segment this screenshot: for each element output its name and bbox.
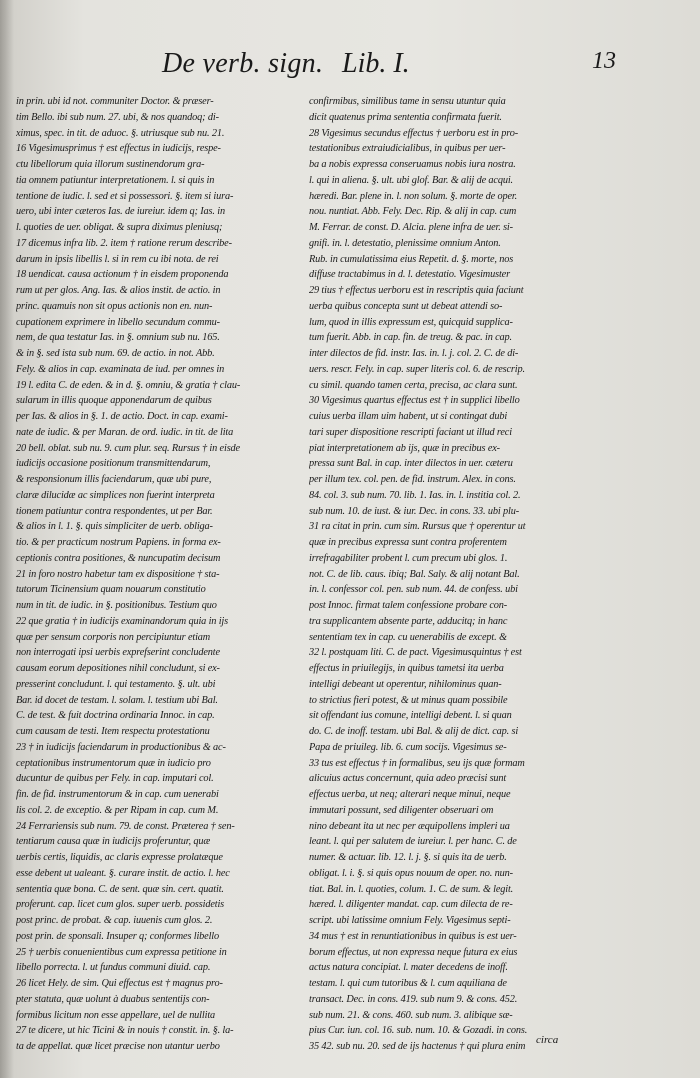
text-line: C. de test. & fuit doctrina ordinaria Innoc. in cap. bbox=[16, 710, 215, 722]
text-line: tiat. Bal. in. l. quoties, colum. 1. C. de sum. & legit. bbox=[309, 883, 514, 895]
text-line: transact. Dec. in cons. 419. sub num 9. & cons. 452. bbox=[309, 993, 518, 1005]
text-line: l. quoties de uer. obligat. & supra diximus pleniusq; bbox=[16, 222, 223, 233]
text-line: 22 que gratia † in iudicijs examinandorum quia in ijs bbox=[16, 615, 228, 627]
text-line: ta de appellat. quæ licet præcise non utantur uerbo bbox=[16, 1041, 220, 1052]
text-line: borum effectus, ut non expressa neque futura ex eius bbox=[309, 946, 518, 958]
text-line: leant. l. qui per salutem de iureiur. l. per hanc. C. de bbox=[309, 836, 517, 848]
text-line: 27 te dicere, ut hic Ticini & in nouis † constit. in. §. la- bbox=[16, 1025, 234, 1037]
text-line: 33 tus est effectus † in formalibus, seu ijs quæ formam bbox=[309, 757, 525, 769]
text-line: per illum tex. col. pen. de fid. instrum. Alex. in cons. bbox=[309, 474, 516, 485]
text-line: & alios in l. 1. §. quis simpliciter de uerb. obliga- bbox=[16, 521, 213, 533]
text-line: num in tit. de iudic. in §. positionibus. Testium quo bbox=[16, 600, 217, 611]
text-line: sub num. 10. de iust. & iur. Dec. in cons. 33. ubi plu- bbox=[309, 505, 519, 517]
text-line: in. l. confessor col. pen. sub num. 44. de confess. ubi bbox=[309, 584, 518, 596]
text-line: quæ in precibus expressa sunt contra proferentem bbox=[309, 537, 507, 548]
text-line: 26 licet Hely. de sim. Qui effectus est † magnus pro- bbox=[16, 978, 223, 989]
text-line: do. C. de inoff. testam. ubi Bal. & alij de dict. cap. si bbox=[309, 726, 519, 737]
text-line: hæred. l. diligenter mandat. cap. cum dilecta de re- bbox=[309, 899, 513, 911]
text-line: claræ dilucidæ ac simplices non fuerint interpreta bbox=[16, 489, 215, 501]
text-line: 16 Vigesimusprimus † est effectus in iudicijs, respe- bbox=[16, 143, 221, 155]
text-line: immutari possunt, sed diligenter obseruari om bbox=[309, 804, 494, 816]
book-label: Lib. I. bbox=[342, 48, 410, 79]
text-line: uerbis certis, liquidis, ac claris expresse prolatæque bbox=[16, 852, 223, 863]
text-line: formibus licitum non esse appellare, uel de nullita bbox=[16, 1009, 216, 1021]
text-line: tentione de iudic. l. sed et si possessori. §. item si iura- bbox=[16, 190, 234, 202]
text-line: numer. & actuar. lib. 12. l. j. §. si quis ita de uerb. bbox=[309, 852, 507, 863]
text-line: tum fuerit. Abb. in cap. fin. de treug. & pac. in cap. bbox=[309, 332, 512, 344]
text-line: 29 tius † effectus uerboru est in rescriptis quia faciunt bbox=[309, 285, 524, 296]
text-line: ceptationibus instrumentorum quæ in iudicio pro bbox=[16, 757, 211, 769]
text-line: nino debeant ita ut nec per æquipollens impleri ua bbox=[309, 820, 510, 832]
text-line: sub num. 21. & cons. 460. sub num. 3. alibique sæ- bbox=[309, 1009, 513, 1021]
text-line: 84. col. 3. sub num. 70. lib. 1. Ias. in. l. institia col. 2. bbox=[309, 489, 521, 501]
left-text-column bbox=[16, 94, 281, 1055]
text-line: iudicijs occasione positionum transmittendarum, bbox=[16, 458, 211, 470]
text-line: post Innoc. firmat talem confessione probare con- bbox=[309, 600, 508, 611]
text-line: 34 mus † est in renuntiationibus in quibus is est uer- bbox=[309, 930, 517, 942]
page-number: 13 bbox=[592, 48, 616, 74]
text-line: piat interpretationem ab ijs, quæ in precibus ex- bbox=[309, 442, 500, 454]
right-text-column bbox=[309, 94, 581, 1055]
running-title: De verb. sign. bbox=[162, 48, 324, 79]
text-line: confirmibus, similibus tame in sensu utuntur quia bbox=[309, 96, 506, 107]
text-line: non interrogati ipsi uerbis exprefserint concludente bbox=[16, 647, 220, 659]
text-line: tia omnem patiuntur interpretationem. l. si quis in bbox=[16, 174, 215, 186]
text-line: 18 uendicat. causa actionum † in eisdem proponenda bbox=[16, 269, 229, 281]
text-line: 24 Ferrariensis sub num. 79. de const. Præterea † sen- bbox=[16, 820, 235, 832]
text-line: tra supplicantem absente parte, adducitq; in hanc bbox=[309, 615, 508, 627]
text-line: gnifi. in. l. detestatio, plenissime omnium Anton. bbox=[309, 237, 501, 249]
text-line: sularum in illis quoque apponendarum de quibus bbox=[16, 395, 212, 407]
text-line: tio. & per practicum nostrum Papiens. in forma ex- bbox=[16, 537, 221, 548]
text-line: fin. de fid. instrumentorum & in cap. cum uenerabi bbox=[16, 789, 219, 800]
text-line: proferunt. cap. licet cum glos. super uerb. possidetis bbox=[16, 899, 225, 911]
text-line: sententia quæ bona. C. de sent. quæ sin. cert. quatit. bbox=[16, 883, 224, 895]
text-line: ceptionis contra positiones, & nuncupatim decisum bbox=[16, 552, 221, 564]
text-line: Fely. & alios in cap. examinata de iud. per omnes in bbox=[16, 363, 225, 375]
text-line: cuius uerba illam uim habent, ut si contingat dubi bbox=[309, 411, 508, 422]
text-line: alicuius actus concernunt, quia adeo præcisi sunt bbox=[309, 773, 507, 785]
text-line: tutorum Ticinensium quam nouarum constitutio bbox=[16, 584, 206, 596]
text-line: & in §. sed ista sub num. 69. de actio. in not. Abb. bbox=[16, 348, 215, 359]
text-line: Rub. in cumulatissima eius Repetit. d. §. morte, nos bbox=[309, 253, 514, 265]
text-line: diffuse tractabimus in d. l. detestatio. Vigesimuster bbox=[309, 269, 510, 281]
page-gutter-shadow bbox=[0, 0, 14, 1078]
text-line: 17 dicemus infra lib. 2. item † ratione rerum describe- bbox=[16, 237, 232, 249]
catchword: circa bbox=[536, 1034, 559, 1046]
text-line: 23 † in iudicijs faciendarum in productionibus & ac- bbox=[16, 741, 226, 753]
text-line: libello porrecta. l. ut fundus communi diuid. cap. bbox=[16, 962, 211, 974]
text-line: 19 l. edita C. de eden. & in d. §. omniu, & gratia † clau- bbox=[16, 379, 241, 391]
text-line: 21 in foro nostro habetur tam ex dispositione † sta- bbox=[16, 568, 220, 580]
text-line: tari super dispositione rescripti faciant ut illud reci bbox=[309, 426, 512, 438]
text-line: nou. nuntiat. Abb. Fely. Dec. Rip. & alij in cap. cum bbox=[309, 206, 517, 218]
text-line: l. qui in aliena. §. ult. ubi glof. Bar. & alij de acqui. bbox=[309, 174, 513, 186]
text-line: causam eorum depositiones nihil concludunt, si ex- bbox=[16, 663, 220, 674]
text-line: intelligi debeant ut operentur, nihilominus quan- bbox=[309, 678, 502, 690]
text-line: not. C. de lib. caus. ibiq; Bal. Saly. & alij notant Bal. bbox=[309, 568, 520, 580]
text-line: rum ut per glos. Ang. Ias. & alios instit. de actio. in bbox=[16, 285, 221, 296]
text-line: testam. l. qui cum tutoribus & l. cum aquiliana de bbox=[309, 978, 507, 989]
text-line: 28 Vigesimus secundus effectus † uerboru est in pro- bbox=[309, 127, 518, 139]
text-line: actus natura concipiat. l. mater decedens de inoff. bbox=[309, 962, 508, 974]
text-line: cum causam de testi. Item respectu protestationu bbox=[16, 726, 210, 737]
text-line: inter dilectos de fid. instr. Ias. in. l. j. col. 2. C. de di- bbox=[309, 348, 519, 359]
text-line: darum in ipsis libellis l. si in rem cu ibi nota. de rei bbox=[16, 253, 219, 265]
text-line: per Ias. & alios in §. 1. de actio. Doct. in cap. exami- bbox=[16, 411, 228, 422]
text-line: 25 † uerbis conuenientibus cum expressa petitione in bbox=[16, 946, 227, 958]
text-line: princ. quamuis non sit opus actionis non en. nun- bbox=[16, 300, 213, 312]
text-line: lis col. 2. de exceptio. & per Ripam in cap. cum M. bbox=[16, 804, 219, 816]
text-line: post princ. de probat. & cap. iuuenis cum glos. 2. bbox=[16, 915, 213, 926]
text-line: effectus uerba, ut neq; alterari neque minui, neque bbox=[309, 789, 511, 800]
text-line: effectus in priuilegijs, in quibus tametsi ita uerba bbox=[309, 663, 504, 674]
text-line: nem, de qua testatur Ias. in §. omnium sub nu. 165. bbox=[16, 332, 220, 344]
text-line: esse debent ut ualeant. §. curare instit. de actio. l. hec bbox=[16, 867, 230, 879]
text-line: script. ubi latissime omnium Fely. Vigesimus septi- bbox=[309, 915, 511, 926]
text-line: ximus, spec. in tit. de aduoc. §. utriusque sub nu. 21. bbox=[16, 127, 225, 139]
text-line: post prin. de sponsali. Insuper q; conformes libello bbox=[16, 930, 219, 942]
text-line: 30 Vigesimus quartus effectus est † in supplici libello bbox=[309, 395, 520, 407]
text-line: 31 ra citat in prin. cum sim. Rursus que † operentur ut bbox=[309, 521, 526, 533]
text-line: pius Cur. iun. col. 16. sub. num. 10. & Gozadi. in cons. bbox=[309, 1025, 528, 1037]
text-line: 20 bell. oblat. sub nu. 9. cum plur. seq. Rursus † in eisde bbox=[16, 442, 240, 454]
text-line: & responsionum illis faciendarum, quæ ubi pure, bbox=[16, 474, 212, 485]
text-line: dicit quatenus prima sententia confirmata fuerit. bbox=[309, 111, 502, 123]
text-line: uers. rescr. Fely. in cap. super literis col. 6. de rescrip. bbox=[309, 363, 525, 375]
text-line: tentiarum causa quæ in iudicijs proferuntur, quæ bbox=[16, 836, 211, 848]
text-line: tionem patiuntur contra respondentes, ut per Bar. bbox=[16, 505, 213, 517]
text-line: testationibus extraiudicialibus, in quibus per uer- bbox=[309, 143, 506, 155]
text-line: M. Ferrar. de const. D. Alcia. plene infra de uer. si- bbox=[309, 222, 513, 233]
text-line: sit offendant ius comune, intelligi debent. l. si quan bbox=[309, 710, 512, 722]
text-line: 32 l. postquam liti. C. de pact. Vigesimusquintus † est bbox=[309, 647, 522, 659]
text-line: lum, quod in illis expressum est, quicquid supplica- bbox=[309, 316, 513, 328]
text-line: obligat. l. i. §. si quis opus nouum de oper. no. nun- bbox=[309, 867, 513, 879]
text-line: Bar. id docet de testam. l. solam. l. testium ubi Bal. bbox=[16, 694, 218, 706]
text-line: ba a nobis expressa conseruamus nobis iura nostra. bbox=[309, 159, 516, 170]
text-line: ctu libellorum quia illorum sustinendorum gra- bbox=[16, 159, 205, 170]
text-line: cu simil. quando tamen certa, precisa, ac clara sunt. bbox=[309, 379, 518, 391]
text-line: in prin. ubi id not. communiter Doctor. & præser- bbox=[16, 96, 214, 107]
text-line: nate de iudic. & per Maran. de ord. iudic. in tit. de lita bbox=[16, 426, 234, 438]
text-line: pressa sunt Bal. in cap. inter dilectos in uer. cæteru bbox=[309, 458, 513, 470]
text-line: cupationem exprimere in libello secundum commu- bbox=[16, 316, 220, 328]
text-line: quæ per sensum corporis non percipiuntur etiam bbox=[16, 631, 211, 643]
text-line: to strictius fieri potest, & ut minus quam possibile bbox=[309, 694, 508, 706]
text-line: presserint concludunt. l. qui testamento. §. ult. ubi bbox=[16, 678, 216, 690]
text-line: hæredi. Bar. plene in. l. non solum. §. morte de oper. bbox=[309, 190, 518, 202]
text-line: uerba quibus concepta sunt ut debeat attendi so- bbox=[309, 300, 503, 312]
text-line: irrefragabiliter probent l. cum precum ubi glos. 1. bbox=[309, 552, 508, 564]
text-line: uero, ubi inter cæteros Ias. de iureiur. idem q; Ias. in bbox=[16, 206, 225, 218]
text-line: tim Bello. ibi sub num. 27. ubi, & nos quandoq; di- bbox=[16, 111, 219, 123]
text-line: sententiam tex in cap. cu uenerabilis de except. & bbox=[309, 631, 507, 643]
text-line: 35 42. sub nu. 20. sed de ijs hactenus † qui plura enim bbox=[309, 1041, 526, 1052]
text-line: pter statuta, quæ uolunt à duabus sententijs con- bbox=[16, 993, 210, 1005]
text-line: Papa de priuileg. lib. 6. cum socijs. Vigesimus se- bbox=[309, 741, 507, 753]
running-header bbox=[150, 44, 550, 84]
text-line: ducuntur de quibus per Fely. in cap. imputari col. bbox=[16, 773, 214, 785]
